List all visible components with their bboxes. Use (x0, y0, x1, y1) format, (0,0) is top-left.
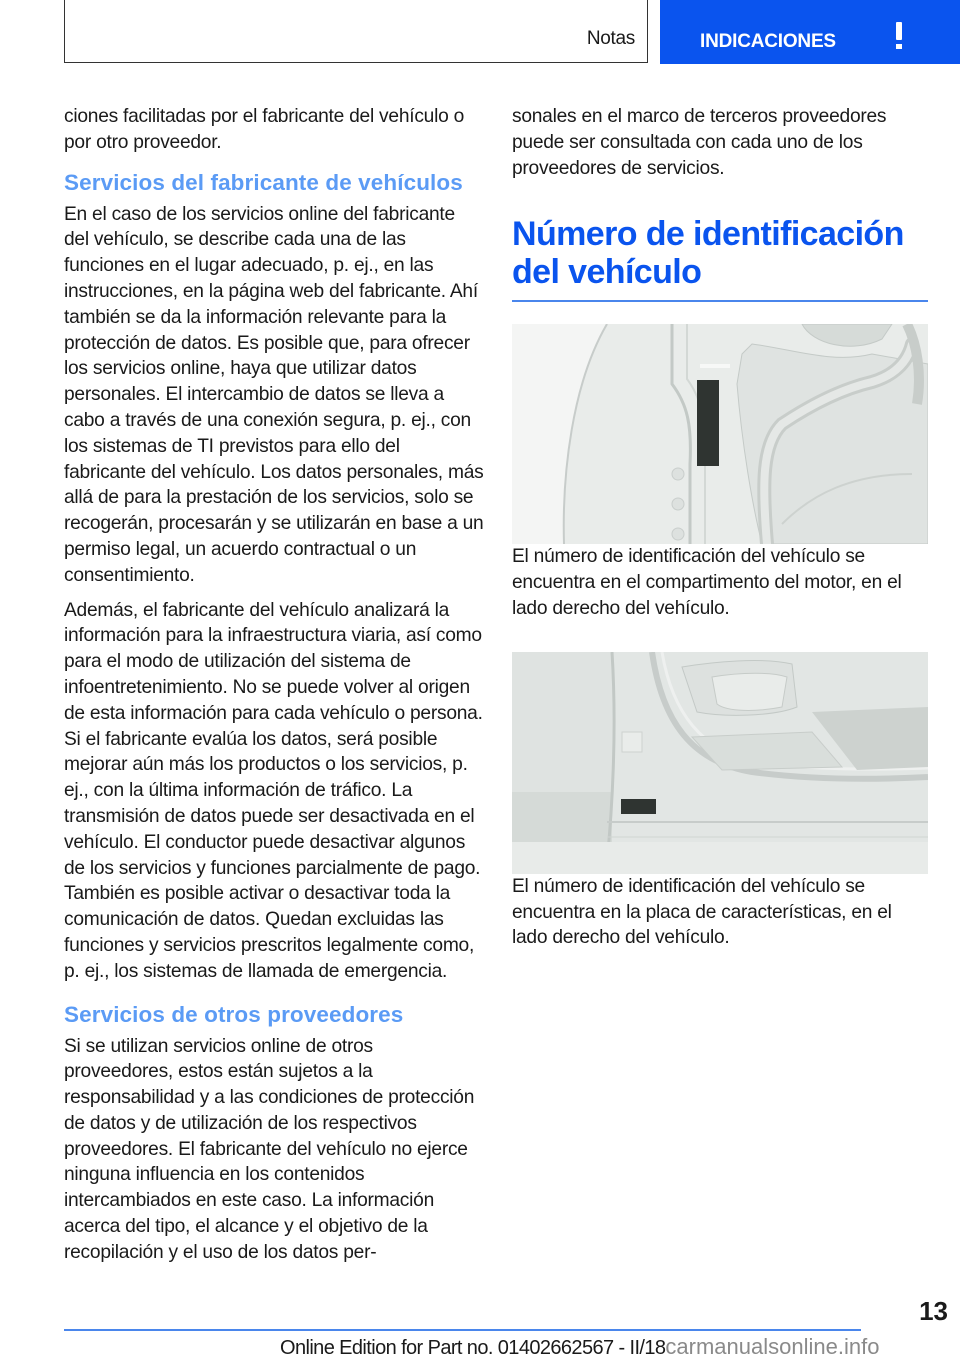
engine-compartment-illustration (512, 324, 928, 544)
exclamation-icon (896, 22, 902, 49)
header-section-label: Notas (586, 28, 635, 49)
type-plate-marker (621, 799, 656, 814)
paragraph: Si se utilizan servicios online de otros proveedores, estos están sujetos a la responsabilidad y a las condiciones de protección de datos y de utilización de los respectivos proveedores. El fabricante del vehículo no ejerce ninguna influencia en los contenidos intercambiados en este caso. La información acerca del tipo, el alcance y el objetivo de la recopilación y el uso de los datos per- (64, 1035, 475, 1263)
door-sill-illustration (512, 652, 928, 874)
intro-paragraph: ciones facilitadas por el fabricante del vehículo o por otro proveedor. (64, 106, 465, 153)
title-divider (512, 300, 928, 302)
figure-caption: El número de identificación del vehículo se encuentra en el compartimento del motor, en el lado derecho del vehículo. (512, 546, 902, 619)
page-number: 13 (919, 1296, 948, 1326)
header-section-box (64, 0, 648, 63)
engine-compartment-figure (512, 324, 928, 544)
continuation-paragraph: sonales en el marco de terceros proveedores puede ser consultada con cada uno de los proveedores de servicios. (512, 106, 887, 179)
chapter-tab-label: INDICACIONES (700, 31, 836, 52)
page-title: Número de identificación del vehículo (512, 215, 904, 292)
chapter-tab[interactable] (660, 0, 960, 64)
vin-location-marker (697, 380, 719, 466)
footer-edition (280, 1334, 879, 1360)
paragraph: Además, el fabricante del vehículo analizará la información para la infraestructura viaria, así como para el modo de utilización del sistema de infoentretenimiento. No se puede volver al origen de esta información para cada vehículo o persona. Si el fabricante evalúa los datos, será posible mejorar aún más los productos o los servicios, p. ej., con la última información de tráfico. La transmisión de datos puede ser desactivada en el vehículo. El conductor puede desactivar algunos de los servicios y funciones parcialmente de pago. También es posible activar o desactivar toda la comunicación de datos. Quedan excluidas las funciones y servicios prescritos legalmente como, p. ej., los sistemas de llamada de emergencia. (64, 599, 483, 982)
watermark-link[interactable]: carmanualsonline.info (665, 1334, 880, 1359)
edition-text: Online Edition for Part no. 01402662567 - II/18 (280, 1337, 666, 1359)
paragraph: En el caso de los servicios online del fabricante del vehículo, se describe cada una de las funciones en el lugar adecuado, p. ej., en las instrucciones, en la página web del fabricante. Ahí también se da la información relevante para la protección de datos. Es posible que, para ofrecer los servicios online, haya que utilizar datos personales. El intercambio de datos se lleva a cabo a través de una conexión segura, p. ej., con los sistemas de TI previstos para ello del fabricante del vehículo. Los datos personales, más allá de para la prestación de los servicios, solo se recogerán, procesarán y se utilizarán en base a un permiso legal, un acuerdo contractual o un consentimiento. (64, 203, 484, 586)
footer-divider (64, 1329, 861, 1331)
figure-caption: El número de identificación del vehículo se encuentra en la placa de características, en el lado derecho del vehículo. (512, 875, 892, 949)
door-sill-figure (512, 652, 928, 874)
section-heading-other-providers: Servicios de otros proveedores (64, 1001, 404, 1027)
left-column (64, 104, 484, 1266)
section-heading-manufacturer-services: Servicios del fabricante de vehículos (64, 169, 463, 195)
right-column (512, 104, 932, 951)
